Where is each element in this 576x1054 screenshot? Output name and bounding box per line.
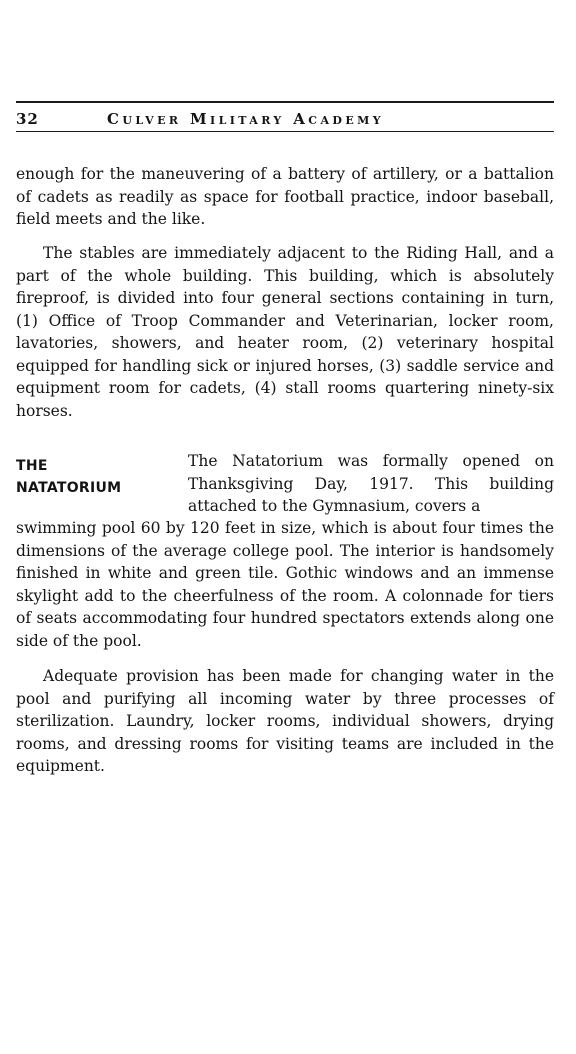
- paragraph-natatorium-start: The Natatorium was formally opened on Thanksgiving Day, 1917. This building attached to the Gymnasium, covers a: [188, 452, 554, 515]
- paragraph-natatorium-continued: swimming pool 60 by 120 feet in size, which is about four times the dimensions of the average college pool. The interior is handsomely finished in white and green tile. Gothic windows and an immense skylight add to the cheerfulness of the room. A colonnade for tiers of seats accommodating four hundred spectators extends along one side of the pool.: [16, 519, 554, 650]
- paragraph-water-provision: Adequate provision has been made for changing water in the pool and purifying all incoming water by three processes of sterilization. Laundry, locker rooms, individual showers, drying rooms, and dressing rooms for visiting teams are included in the equipment.: [16, 667, 554, 775]
- header-rule-bottom: [16, 131, 554, 132]
- section-side-heading: [16, 455, 121, 499]
- side-heading-line-2: NATATORIUM: [16, 480, 122, 496]
- page-number: 32: [16, 110, 39, 128]
- side-heading-line-1: THE: [16, 458, 48, 474]
- paragraph-stables: The stables are immediately adjacent to the Riding Hall, and a part of the whole building. This building, which is absolutely fireproof, is divided into four general sections containing in turn, (1) Office of Troop Commander and Veterinarian, locker room, lavatories, showers, and heater room, (2) veterinary hospital equipped for handling sick or injured horses, (3) saddle service and equipment room for cadets, (4) stall rooms quartering ninety-six horses.: [16, 244, 554, 420]
- paragraph-continuation: enough for the maneuvering of a battery of artillery, or a battalion of cadets as readily as space for football practice, indoor baseball, field meets and the like.: [16, 165, 554, 228]
- header-rule-top: [16, 101, 554, 103]
- running-head: Culver Military Academy: [107, 110, 384, 128]
